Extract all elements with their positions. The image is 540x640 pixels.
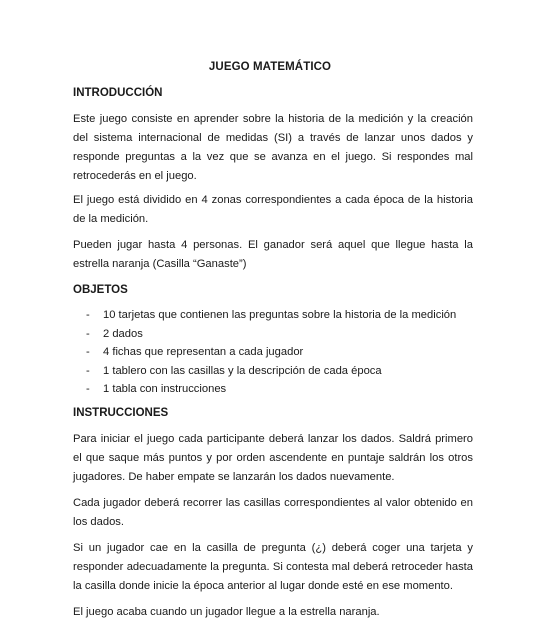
list-item-text: 4 fichas que representan a cada jugador [103,346,304,359]
introduction-paragraph-1: Este juego consiste en aprender sobre la historia de la medición y la creación del sistema internacional de medidas (SI) a través de lanzar unos dados y responde preguntas a la vez que se avanza en el juego. Si respondes mal retrocederás en el juego. [73,113,473,182]
instructions-heading: INSTRUCCIONES [73,407,169,419]
introduction-paragraph-3: Pueden jugar hasta 4 personas. El ganador será aquel que llegue hasta la estrella naranja (Casilla “Ganaste”) [73,239,473,270]
list-item-text: 10 tarjetas que contienen las preguntas sobre la historia de la medición [103,309,457,321]
instructions-paragraph-4: El juego acaba cuando un jugador llegue a la estrella naranja. [73,606,380,618]
document-title: JUEGO MATEMÁTICO [208,61,332,73]
list-item-text: 1 tabla con instrucciones [103,383,227,396]
instructions-paragraph-2: Cada jugador deberá recorrer las casillas correspondientes al valor obtenido en los dados. [73,497,473,528]
objects-heading: OBJETOS [73,284,128,296]
list-bullet: - [86,309,90,321]
list-bullet: - [86,364,90,377]
instructions-paragraph-3: Si un jugador cae en la casilla de pregunta (¿) deberá coger una tarjeta y responder adecuadamente la pregunta. Si contesta mal deberá retroceder hasta la casilla donde inicie la época anterior al lugar donde esté en ese momento. [73,542,473,592]
introduction-paragraph-2: El juego está dividido en 4 zonas correspondientes a cada época de la historia de la medición. [73,194,473,225]
list-item-text: 2 dados [103,327,143,340]
list-bullet: - [86,327,90,340]
instructions-paragraph-1: Para iniciar el juego cada participante deberá lanzar los dados. Saldrá primero el que saque más puntos y por orden ascendente en puntaje saldrán los otros jugadores. De haber empate se lanzarán los dados nuevamente. [73,433,473,483]
list-item-text: 1 tablero con las casillas y la descripción de cada época [103,364,382,377]
introduction-heading: INTRODUCCIÓN [73,87,163,99]
list-bullet: - [86,383,90,396]
list-bullet: - [86,346,90,359]
